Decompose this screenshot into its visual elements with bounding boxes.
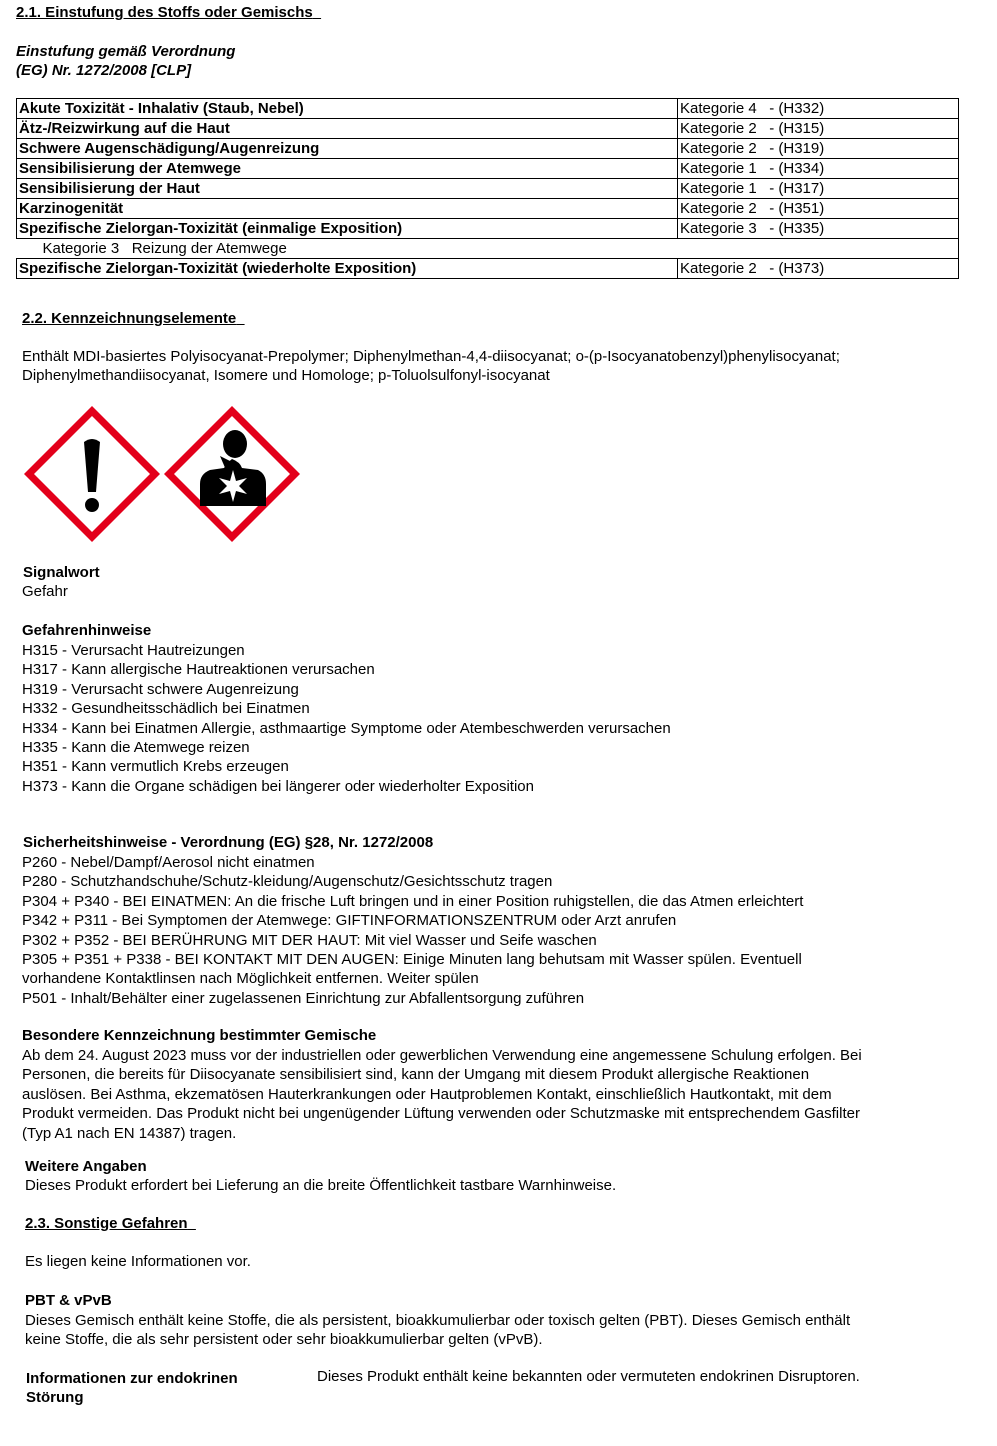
endocrine-label: Informationen zur endokrinen Störung xyxy=(26,1370,238,1407)
no-info-text: Es liegen keine Informationen vor. xyxy=(25,1253,251,1270)
table-row xyxy=(17,239,959,259)
section-2-3-title: 2.3. Sonstige Gefahren xyxy=(25,1215,188,1232)
classification-table xyxy=(16,98,959,279)
health-hazard-pictogram xyxy=(162,404,302,544)
table-row xyxy=(17,259,959,279)
precaution-label: Sicherheitshinweise - Verordnung (EG) §28, Nr. 1272/2008 xyxy=(23,834,434,851)
classification-subtitle: Einstufung gemäß Verordnung (EG) Nr. 1272/2008 [CLP] xyxy=(16,43,236,79)
list-item: P501 - Inhalt/Behälter einer zugelassenen Einrichtung zur Abfallentsorgung zuführen xyxy=(22,989,585,1007)
table-row xyxy=(17,219,959,239)
table-row xyxy=(17,179,959,199)
list-item: P260 - Nebel/Dampf/Aerosol nicht einatmen xyxy=(22,854,315,871)
list-item: P304 + P340 - BEI EINATMEN: An die frische Luft bringen und in einer Position ruhigstellen, die das Atmen erleichtert xyxy=(22,892,804,910)
hazard-class: Schwere Augenschädigung/Augenreizung xyxy=(17,139,678,159)
hazard-class: Ätz-/Reizwirkung auf die Haut xyxy=(17,119,678,139)
further-info-label: Weitere Angaben xyxy=(25,1158,147,1175)
hazard-subcategory: Kategorie 3 Reizung der Atemwege xyxy=(17,239,959,259)
hazard-class: Sensibilisierung der Atemwege xyxy=(17,159,678,179)
list-item: P280 - Schutzhandschuhe/Schutz-kleidung/Augenschutz/Gesichtsschutz tragen xyxy=(22,873,553,891)
table-row xyxy=(17,99,959,119)
special-label: Besondere Kennzeichnung bestimmter Gemische xyxy=(22,1027,377,1044)
hazard-statements-label: Gefahrenhinweise xyxy=(22,622,152,639)
signal-word-label: Signalwort xyxy=(23,564,100,581)
endocrine-text: Dieses Produkt enthält keine bekannten oder vermuteten endokrinen Disruptoren. xyxy=(317,1368,860,1385)
list-item: P302 + P352 - BEI BERÜHRUNG MIT DER HAUT: Mit viel Wasser und Seife waschen xyxy=(22,931,597,949)
special-text: Ab dem 24. August 2023 muss vor der industriellen oder gewerblichen Verwendung eine angemessene Schulung erfolgen. Bei Personen, die bereits für Diisocyanate sensibilisiert sind, kann der Umgang mit diesem Produkt allergische Reaktionen auslösen. Bei Asthma, ekzematösen Hauterkrankungen oder Hautproblemen Kontakt, einschließlich Hautkontakt, mit dem Produkt vermeiden. Das Produkt nicht bei ungenügender Lüftung verwenden oder Schutzmaske mit entsprechendem Gasfilter (Typ A1 nach EN 14387) tragen. xyxy=(22,1047,862,1142)
hazard-class: Sensibilisierung der Haut xyxy=(17,179,678,199)
list-item: P305 + P351 + P338 - BEI KONTAKT MIT DEN AUGEN: Einige Minuten lang behutsam mit Wasser spülen. Eventuell xyxy=(22,951,802,969)
hazard-class: Spezifische Zielorgan-Toxizität (wiederholte Exposition) xyxy=(17,259,678,279)
section-2-1-title: 2.1. Einstufung des Stoffs oder Gemischs xyxy=(16,4,313,21)
hazard-category: Kategorie 2 - (H319) xyxy=(678,139,959,159)
signal-word: Gefahr xyxy=(22,583,68,600)
contains-text: Enthält MDI-basiertes Polyisocyanat-Prepolymer; Diphenylmethan-4,4-diisocyanat; o-(p-Isocyanatobenzyl)phenylisocyanat; Diphenylmethandiisocyanat, Isomere und Homologe; p-Toluolsulfonyl-isocyanat xyxy=(22,348,840,385)
table-row xyxy=(17,199,959,219)
pbt-text: Dieses Gemisch enthält keine Stoffe, die als persistent, bioakkumulierbar oder toxisch gelten (PBT). Dieses Gemisch enthält keine Stoffe, die als sehr persistent oder sehr bioakkumulierbar gelten (vPvB). xyxy=(25,1312,851,1349)
list-item: vorhandene Kontaktlinsen nach Möglichkeit entfernen. Weiter spülen xyxy=(22,970,479,988)
section-2-2-title: 2.2. Kennzeichnungselemente xyxy=(22,310,237,327)
hazard-category: Kategorie 2 - (H351) xyxy=(678,199,959,219)
precaution-statements xyxy=(22,853,803,1008)
list-item: P342 + P311 - Bei Symptomen der Atemwege: GIFTINFORMATIONSZENTRUM oder Arzt anrufen xyxy=(22,912,677,930)
hazard-class: Spezifische Zielorgan-Toxizität (einmalige Exposition) xyxy=(17,219,678,239)
exclamation-mark-pictogram xyxy=(22,404,162,544)
table-row xyxy=(17,119,959,139)
hazard-class: Akute Toxizität - Inhalativ (Staub, Nebel) xyxy=(17,99,678,119)
hazard-category: Kategorie 1 - (H334) xyxy=(678,159,959,179)
list-item: H335 - Kann die Atemwege reizen xyxy=(22,739,250,757)
table-row xyxy=(17,159,959,179)
list-item: H317 - Kann allergische Hautreaktionen verursachen xyxy=(22,661,375,679)
list-item: H351 - Kann vermutlich Krebs erzeugen xyxy=(22,758,289,776)
table-row xyxy=(17,139,959,159)
list-item: H373 - Kann die Organe schädigen bei längerer oder wiederholter Exposition xyxy=(22,777,534,795)
hazard-statements xyxy=(22,641,671,796)
further-info-text: Dieses Produkt erfordert bei Lieferung an die breite Öffentlichkeit tastbare Warnhinweise. xyxy=(25,1177,617,1194)
list-item: H334 - Kann bei Einatmen Allergie, asthmaartige Symptome oder Atembeschwerden verursachen xyxy=(22,719,671,737)
list-item: H315 - Verursacht Hautreizungen xyxy=(22,642,245,659)
hazard-category: Kategorie 1 - (H317) xyxy=(678,179,959,199)
hazard-category: Kategorie 2 - (H373) xyxy=(678,259,959,279)
hazard-category: Kategorie 2 - (H315) xyxy=(678,119,959,139)
hazard-category: Kategorie 3 - (H335) xyxy=(678,219,959,239)
list-item: H319 - Verursacht schwere Augenreizung xyxy=(22,680,299,698)
hazard-category: Kategorie 4 - (H332) xyxy=(678,99,959,119)
hazard-class: Karzinogenität xyxy=(17,199,678,219)
pbt-label: PBT & vPvB xyxy=(25,1292,112,1309)
list-item: H332 - Gesundheitsschädlich bei Einatmen xyxy=(22,700,310,718)
